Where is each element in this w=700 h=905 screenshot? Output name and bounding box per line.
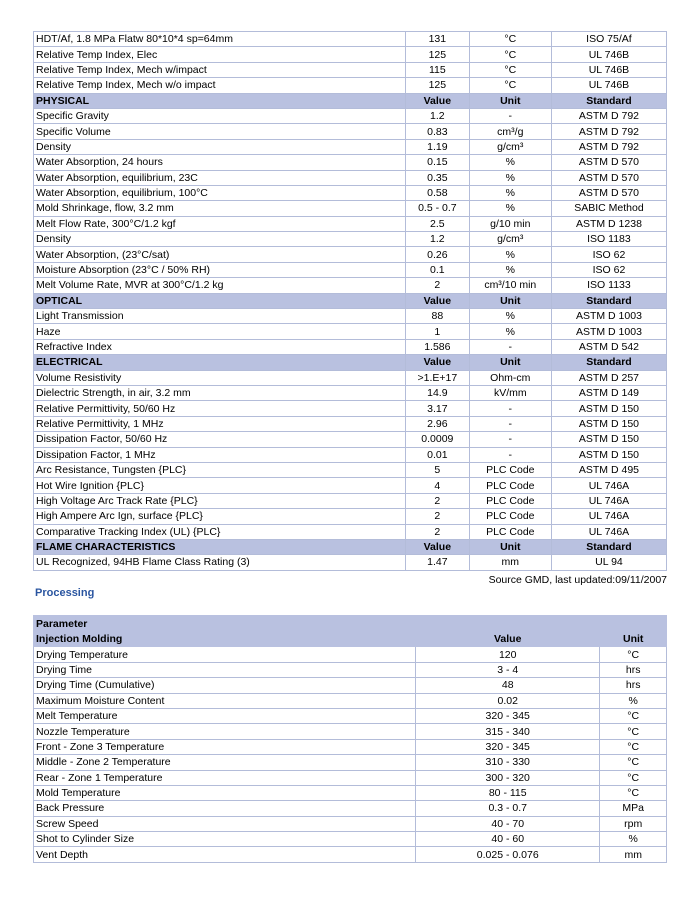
property-standard: ASTM D 792: [551, 108, 666, 123]
processing-row: [34, 755, 667, 770]
property-standard: ASTM D 1003: [551, 324, 666, 339]
parameter-name: Vent Depth: [34, 847, 416, 862]
property-row: [34, 108, 667, 123]
processing-row: [34, 801, 667, 816]
section-header-row: [34, 93, 667, 108]
property-row: [34, 139, 667, 154]
processing-table: [33, 615, 667, 863]
property-value: 0.26: [405, 247, 469, 262]
parameter-value: 40 - 70: [416, 816, 600, 831]
property-row: [34, 185, 667, 200]
processing-row: [34, 739, 667, 754]
property-name: Dissipation Factor, 1 MHz: [34, 447, 406, 462]
property-value: 131: [405, 32, 469, 47]
property-standard: Standard: [551, 539, 666, 554]
property-standard: UL 746A: [551, 524, 666, 539]
parameter-name: Drying Time (Cumulative): [34, 678, 416, 693]
unit-header: Unit: [600, 632, 667, 647]
property-name: High Voltage Arc Track Rate {PLC}: [34, 493, 406, 508]
parameter-unit: MPa: [600, 801, 667, 816]
parameter-name: Drying Time: [34, 662, 416, 677]
property-value: 2: [405, 509, 469, 524]
parameter-unit: hrs: [600, 662, 667, 677]
property-row: [34, 62, 667, 77]
property-unit: Unit: [469, 355, 551, 370]
property-name: HDT/Af, 1.8 MPa Flatw 80*10*4 sp=64mm: [34, 32, 406, 47]
property-value: 5: [405, 462, 469, 477]
property-standard: Standard: [551, 355, 666, 370]
property-value: 1.19: [405, 139, 469, 154]
property-unit: %: [469, 324, 551, 339]
property-name: Volume Resistivity: [34, 370, 406, 385]
property-name: Haze: [34, 324, 406, 339]
property-standard: ISO 62: [551, 262, 666, 277]
property-unit: -: [469, 432, 551, 447]
property-unit: %: [469, 155, 551, 170]
property-row: [34, 309, 667, 324]
parameter-name: Maximum Moisture Content: [34, 693, 416, 708]
property-standard: ASTM D 1238: [551, 216, 666, 231]
parameter-value: 40 - 60: [416, 832, 600, 847]
processing-row: [34, 785, 667, 800]
property-standard: ASTM D 792: [551, 139, 666, 154]
property-standard: ASTM D 150: [551, 447, 666, 462]
property-value: 4: [405, 478, 469, 493]
property-standard: ISO 1183: [551, 232, 666, 247]
property-unit: g/cm³: [469, 232, 551, 247]
property-unit: -: [469, 108, 551, 123]
property-row: [34, 78, 667, 93]
parameter-unit: °C: [600, 785, 667, 800]
property-row: [34, 493, 667, 508]
properties-table: [33, 31, 667, 571]
property-standard: Standard: [551, 93, 666, 108]
parameter-name: Mold Temperature: [34, 785, 416, 800]
processing-row: [34, 816, 667, 831]
value-header: Value: [416, 632, 600, 647]
parameter-value: 320 - 345: [416, 739, 600, 754]
property-name: Melt Flow Rate, 300°C/1.2 kgf: [34, 216, 406, 231]
property-name: Water Absorption, 24 hours: [34, 155, 406, 170]
processing-row: [34, 770, 667, 785]
property-name: Dielectric Strength, in air, 3.2 mm: [34, 385, 406, 400]
parameter-header: Parameter: [34, 616, 416, 632]
parameter-name: Rear - Zone 1 Temperature: [34, 770, 416, 785]
property-standard: ISO 62: [551, 247, 666, 262]
processing-row: [34, 832, 667, 847]
parameter-name: Shot to Cylinder Size: [34, 832, 416, 847]
property-value: 2: [405, 493, 469, 508]
property-unit: mm: [469, 555, 551, 570]
property-row: [34, 201, 667, 216]
property-name: Relative Permittivity, 1 MHz: [34, 416, 406, 431]
property-value: 2.96: [405, 416, 469, 431]
parameter-unit: °C: [600, 739, 667, 754]
property-unit: Unit: [469, 539, 551, 554]
property-row: [34, 339, 667, 354]
property-name: Relative Temp Index, Mech w/o impact: [34, 78, 406, 93]
processing-subheader-row: [34, 632, 667, 647]
parameter-name: Back Pressure: [34, 801, 416, 816]
property-row: [34, 447, 667, 462]
property-standard: ASTM D 150: [551, 416, 666, 431]
parameter-unit: °C: [600, 708, 667, 723]
property-standard: ASTM D 542: [551, 339, 666, 354]
property-standard: ASTM D 570: [551, 170, 666, 185]
property-unit: -: [469, 401, 551, 416]
parameter-value: 0.025 - 0.076: [416, 847, 600, 862]
parameter-value: 0.02: [416, 693, 600, 708]
property-name: UL Recognized, 94HB Flame Class Rating (3): [34, 555, 406, 570]
parameter-name: Drying Temperature: [34, 647, 416, 662]
property-name: Relative Permittivity, 50/60 Hz: [34, 401, 406, 416]
property-unit: PLC Code: [469, 462, 551, 477]
property-name: Specific Gravity: [34, 108, 406, 123]
property-row: [34, 478, 667, 493]
property-name: Relative Temp Index, Elec: [34, 47, 406, 62]
parameter-name: Front - Zone 3 Temperature: [34, 739, 416, 754]
processing-row: [34, 693, 667, 708]
section-header-row: [34, 355, 667, 370]
property-name: PHYSICAL: [34, 93, 406, 108]
property-name: Arc Resistance, Tungsten {PLC}: [34, 462, 406, 477]
property-row: [34, 401, 667, 416]
property-unit: PLC Code: [469, 524, 551, 539]
property-row: [34, 462, 667, 477]
property-standard: UL 746B: [551, 78, 666, 93]
property-value: 2: [405, 524, 469, 539]
processing-row: [34, 647, 667, 662]
property-name: Water Absorption, equilibrium, 23C: [34, 170, 406, 185]
property-row: [34, 216, 667, 231]
property-row: [34, 247, 667, 262]
property-row: [34, 278, 667, 293]
property-value: 14.9: [405, 385, 469, 400]
property-unit: °C: [469, 47, 551, 62]
property-unit: kV/mm: [469, 385, 551, 400]
property-unit: %: [469, 185, 551, 200]
property-value: 0.1: [405, 262, 469, 277]
property-value: 1.2: [405, 108, 469, 123]
parameter-unit: °C: [600, 724, 667, 739]
processing-section-title: Processing: [35, 587, 95, 599]
property-standard: ASTM D 150: [551, 432, 666, 447]
section-header-row: [34, 293, 667, 308]
property-value: Value: [405, 93, 469, 108]
parameter-name: Nozzle Temperature: [34, 724, 416, 739]
property-unit: PLC Code: [469, 509, 551, 524]
processing-row: [34, 847, 667, 862]
property-value: 0.15: [405, 155, 469, 170]
property-value: 2.5: [405, 216, 469, 231]
processing-header-row: [34, 616, 667, 632]
property-value: >1.E+17: [405, 370, 469, 385]
parameter-unit: %: [600, 832, 667, 847]
property-row: [34, 124, 667, 139]
property-unit: °C: [469, 32, 551, 47]
parameter-value: 80 - 115: [416, 785, 600, 800]
property-unit: g/cm³: [469, 139, 551, 154]
property-row: [34, 155, 667, 170]
property-name: Relative Temp Index, Mech w/impact: [34, 62, 406, 77]
property-standard: UL 746B: [551, 47, 666, 62]
property-unit: -: [469, 339, 551, 354]
property-name: High Ampere Arc Ign, surface {PLC}: [34, 509, 406, 524]
property-value: 1: [405, 324, 469, 339]
property-name: Water Absorption, equilibrium, 100°C: [34, 185, 406, 200]
property-row: [34, 509, 667, 524]
parameter-unit: °C: [600, 755, 667, 770]
property-row: [34, 524, 667, 539]
property-name: Specific Volume: [34, 124, 406, 139]
property-row: [34, 416, 667, 431]
processing-row: [34, 708, 667, 723]
property-standard: UL 746A: [551, 493, 666, 508]
property-unit: %: [469, 170, 551, 185]
property-row: [34, 370, 667, 385]
processing-table-body: [34, 616, 667, 863]
section-header-row: [34, 539, 667, 554]
property-unit: Unit: [469, 93, 551, 108]
property-unit: PLC Code: [469, 478, 551, 493]
property-unit: -: [469, 447, 551, 462]
processing-row: [34, 724, 667, 739]
property-name: Water Absorption, (23°C/sat): [34, 247, 406, 262]
property-standard: UL 94: [551, 555, 666, 570]
property-unit: °C: [469, 62, 551, 77]
parameter-value: 3 - 4: [416, 662, 600, 677]
property-standard: ASTM D 149: [551, 385, 666, 400]
property-unit: Ohm-cm: [469, 370, 551, 385]
property-standard: ASTM D 257: [551, 370, 666, 385]
property-value: 115: [405, 62, 469, 77]
property-unit: °C: [469, 78, 551, 93]
property-standard: ASTM D 495: [551, 462, 666, 477]
property-value: 0.5 - 0.7: [405, 201, 469, 216]
property-row: [34, 432, 667, 447]
property-name: Mold Shrinkage, flow, 3.2 mm: [34, 201, 406, 216]
parameter-value: 48: [416, 678, 600, 693]
property-name: Light Transmission: [34, 309, 406, 324]
property-value: Value: [405, 293, 469, 308]
header-spacer: [600, 616, 667, 632]
parameter-name: Middle - Zone 2 Temperature: [34, 755, 416, 770]
parameter-unit: °C: [600, 647, 667, 662]
property-value: 0.0009: [405, 432, 469, 447]
property-standard: UL 746B: [551, 62, 666, 77]
processing-row: [34, 662, 667, 677]
property-row: [34, 232, 667, 247]
parameter-unit: rpm: [600, 816, 667, 831]
property-value: 1.47: [405, 555, 469, 570]
property-standard: ISO 75/Af: [551, 32, 666, 47]
property-value: 88: [405, 309, 469, 324]
parameter-value: 0.3 - 0.7: [416, 801, 600, 816]
parameter-value: 315 - 340: [416, 724, 600, 739]
property-name: Refractive Index: [34, 339, 406, 354]
property-name: FLAME CHARACTERISTICS: [34, 539, 406, 554]
property-value: Value: [405, 539, 469, 554]
property-row: [34, 47, 667, 62]
parameter-value: 320 - 345: [416, 708, 600, 723]
property-unit: g/10 min: [469, 216, 551, 231]
property-value: 125: [405, 47, 469, 62]
injection-molding-header: Injection Molding: [34, 632, 416, 647]
property-unit: cm³/g: [469, 124, 551, 139]
property-unit: cm³/10 min: [469, 278, 551, 293]
property-unit: %: [469, 247, 551, 262]
property-standard: ASTM D 1003: [551, 309, 666, 324]
property-standard: ASTM D 792: [551, 124, 666, 139]
property-standard: ASTM D 570: [551, 185, 666, 200]
property-value: 3.17: [405, 401, 469, 416]
parameter-name: Melt Temperature: [34, 708, 416, 723]
property-row: [34, 324, 667, 339]
property-unit: %: [469, 309, 551, 324]
property-standard: Standard: [551, 293, 666, 308]
parameter-unit: °C: [600, 770, 667, 785]
property-value: Value: [405, 355, 469, 370]
property-name: Density: [34, 139, 406, 154]
parameter-unit: mm: [600, 847, 667, 862]
property-standard: SABIC Method: [551, 201, 666, 216]
property-unit: %: [469, 262, 551, 277]
property-name: Comparative Tracking Index (UL) {PLC}: [34, 524, 406, 539]
property-standard: ASTM D 150: [551, 401, 666, 416]
property-value: 0.83: [405, 124, 469, 139]
header-spacer: [416, 616, 600, 632]
property-row: [34, 555, 667, 570]
property-name: Hot Wire Ignition {PLC}: [34, 478, 406, 493]
property-name: Melt Volume Rate, MVR at 300°C/1.2 kg: [34, 278, 406, 293]
property-name: ELECTRICAL: [34, 355, 406, 370]
property-value: 125: [405, 78, 469, 93]
property-value: 0.35: [405, 170, 469, 185]
property-unit: -: [469, 416, 551, 431]
property-standard: ASTM D 570: [551, 155, 666, 170]
property-standard: ISO 1133: [551, 278, 666, 293]
property-unit: PLC Code: [469, 493, 551, 508]
property-name: Density: [34, 232, 406, 247]
property-name: Dissipation Factor, 50/60 Hz: [34, 432, 406, 447]
property-value: 2: [405, 278, 469, 293]
source-note: Source GMD, last updated:09/11/2007: [488, 574, 667, 586]
property-value: 0.58: [405, 185, 469, 200]
property-row: [34, 262, 667, 277]
parameter-name: Screw Speed: [34, 816, 416, 831]
property-row: [34, 32, 667, 47]
parameter-value: 300 - 320: [416, 770, 600, 785]
processing-row: [34, 678, 667, 693]
property-row: [34, 170, 667, 185]
property-value: 0.01: [405, 447, 469, 462]
properties-table-body: [34, 32, 667, 571]
property-unit: Unit: [469, 293, 551, 308]
property-name: OPTICAL: [34, 293, 406, 308]
parameter-value: 310 - 330: [416, 755, 600, 770]
property-row: [34, 385, 667, 400]
property-unit: %: [469, 201, 551, 216]
parameter-value: 120: [416, 647, 600, 662]
property-standard: UL 746A: [551, 509, 666, 524]
property-standard: UL 746A: [551, 478, 666, 493]
property-value: 1.586: [405, 339, 469, 354]
parameter-unit: hrs: [600, 678, 667, 693]
property-name: Moisture Absorption (23°C / 50% RH): [34, 262, 406, 277]
property-value: 1.2: [405, 232, 469, 247]
parameter-unit: %: [600, 693, 667, 708]
